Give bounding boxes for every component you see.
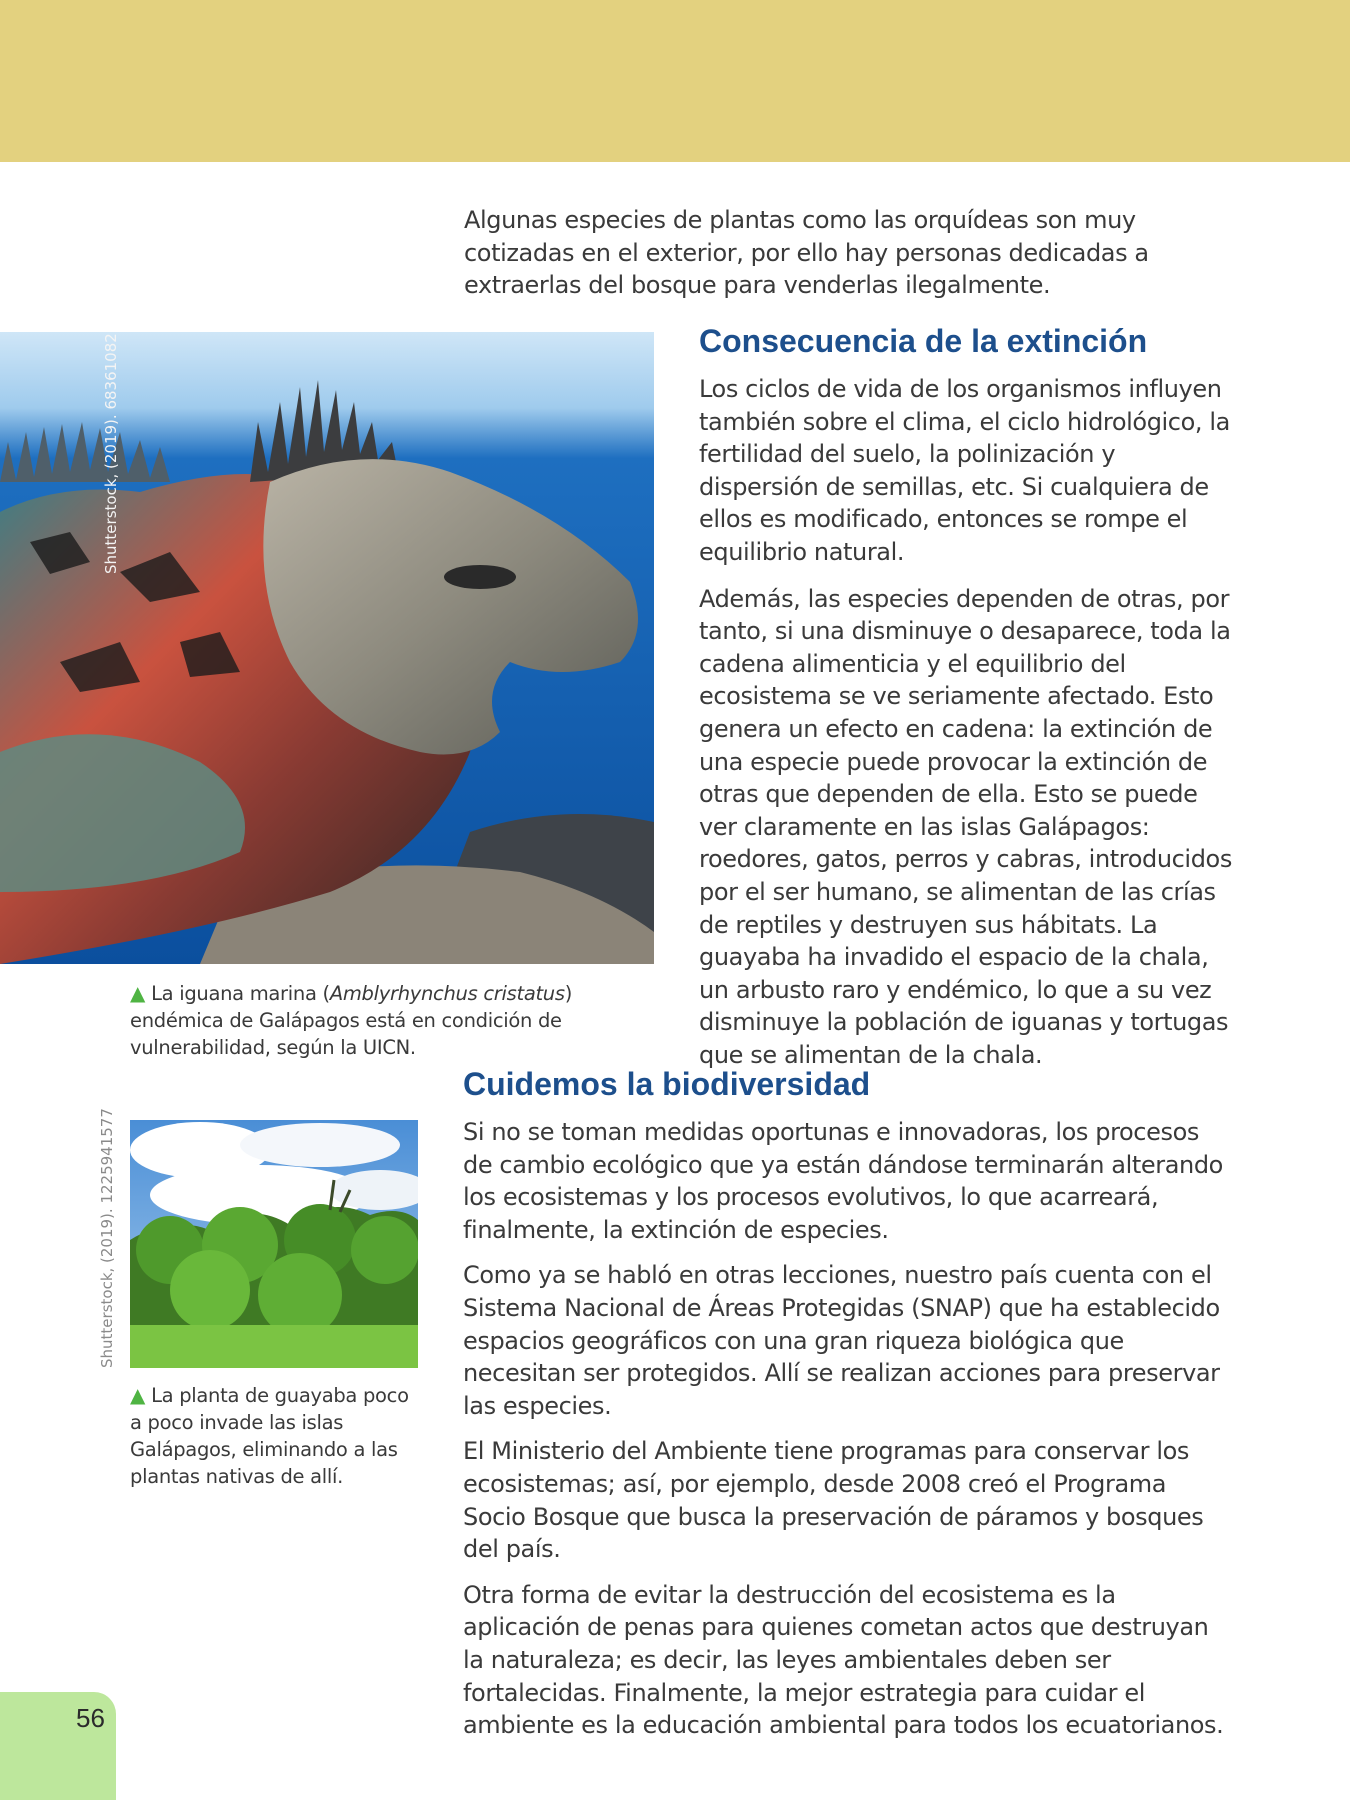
page-number: 56 — [76, 1703, 105, 1733]
iguana-caption: ▲ La iguana marina (Amblyrhynchus cristatus) endémica de Galápagos está en condición de vulnerabilidad, según la UICN. — [130, 981, 573, 1059]
iguana-photo-credit: Shutterstock, (2019). 68361082 — [102, 333, 120, 574]
guava-photo — [130, 1120, 418, 1368]
guava-photo-credit: Shutterstock, (2019). 1225941577 — [98, 1108, 116, 1368]
cuidemos-text: Si no se toman medidas oportunas e innovadoras, los procesos de cambio ecológico que ya están dándose terminarán alterando los ecosistemas y los procesos evolutivos, lo que acarreará, finalmente, la extinción de especies. Como ya se habló en otras lecciones, nuestro país cuenta con el Sistema Nacional de Áreas Protegidas (SNAP) que ha establecido espacios geográficos con una gran riqueza biológica que necesitan ser protegidos. Allí se realizan acciones para preservar las especies. El Ministerio del Ambiente tiene programas para conservar los ecosistemas; así, por ejemplo, desde 2008 creó el Programa Socio Bosque que busca la preservación de páramos y bosques del país. Otra forma de evitar la destrucción del ecosistema es la aplicación de penas para quienes cometan actos que destruyan la naturaleza; es decir, las leyes ambientales deben ser fortalecidas. Finalmente, la mejor estrategia para cuidar el ambiente es la educación ambiental para todos los ecuatorianos. — [463, 1118, 1224, 1740]
intro-paragraph: Algunas especies de plantas como las orquídeas son muy cotizadas en el exterior, por ello hay personas dedicadas a extraerlas del bosque para venderlas ilegalmente. — [464, 206, 1149, 300]
iguana-photo — [0, 332, 654, 964]
green-triangle-icon: ▲ — [130, 1383, 146, 1407]
consecuencia-heading: Consecuencia de la extinción — [699, 323, 1148, 359]
cuidemos-heading: Cuidemos la biodiversidad — [463, 1066, 871, 1102]
consecuencia-text: Los ciclos de vida de los organismos influyen también sobre el clima, el ciclo hidrológico, la fertilidad del suelo, la polinización y dispersión de semillas, etc. Si cualquiera de ellos es modificado, entonces se rompe el equilibrio natural. Además, las especies dependen de otras, por tanto, si una disminuye o desaparece, toda la cadena alimenticia y el equilibrio del ecosistema se ve seriamente afectado. Esto genera un efecto en cadena: la extinción de una especie puede provocar la extinción de otras que dependen de ella. Esto se puede ver claramente en las islas Galápagos: roedores, gatos, perros y cabras, introducidos por el ser humano, se alimentan de las crías de reptiles y destruyen sus hábitats. La guayaba ha invadido el espacio de la chala, un arbusto raro y endémico, lo que a su vez disminuye la población de iguanas y tortugas que se alimentan de la chala. — [699, 375, 1232, 1069]
guava-caption: ▲ La planta de guayaba poco a poco invade las islas Galápagos, eliminando a las plantas nativas de allí. — [130, 1383, 409, 1488]
green-triangle-icon: ▲ — [130, 981, 146, 1005]
header-band — [0, 0, 1350, 162]
